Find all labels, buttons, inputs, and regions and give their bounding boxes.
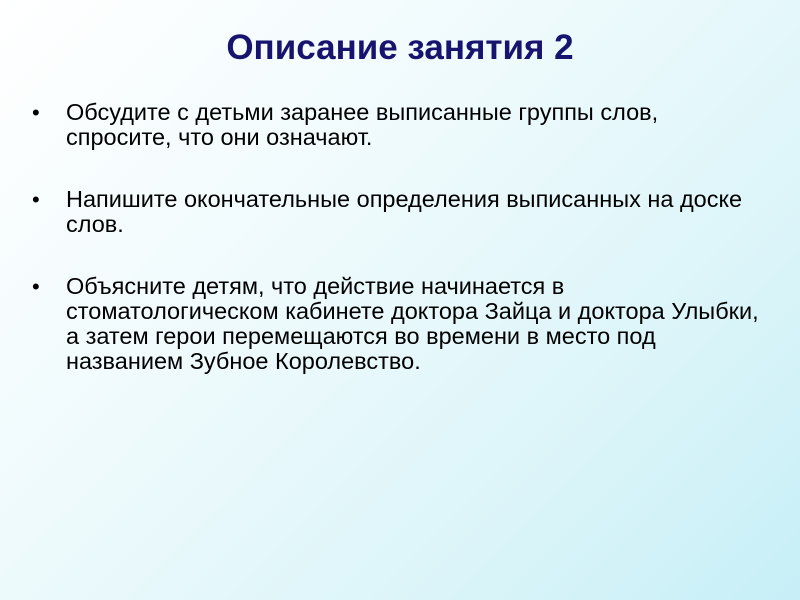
- bullet-marker: •: [32, 274, 40, 299]
- bullet-list: [30, 100, 765, 411]
- bullet-item: [30, 187, 765, 237]
- bullet-text: Напишите окончательные определения выписанных на доске слов.: [66, 186, 743, 237]
- bullet-item: [30, 274, 765, 374]
- bullet-marker: •: [32, 100, 40, 125]
- bullet-marker: •: [32, 187, 40, 212]
- bullet-text: Обсудите с детьми заранее выписанные группы слов, спросите, что они означают.: [66, 99, 659, 150]
- bullet-item: [30, 100, 765, 150]
- slide-title: Описание занятия 2: [226, 28, 574, 67]
- bullet-text: Объясните детям, что действие начинается в стоматологическом кабинете доктора Зайца и доктора Улыбки, а затем герои перемещаются во времени в место под названием Зубное Королевство.: [66, 273, 759, 374]
